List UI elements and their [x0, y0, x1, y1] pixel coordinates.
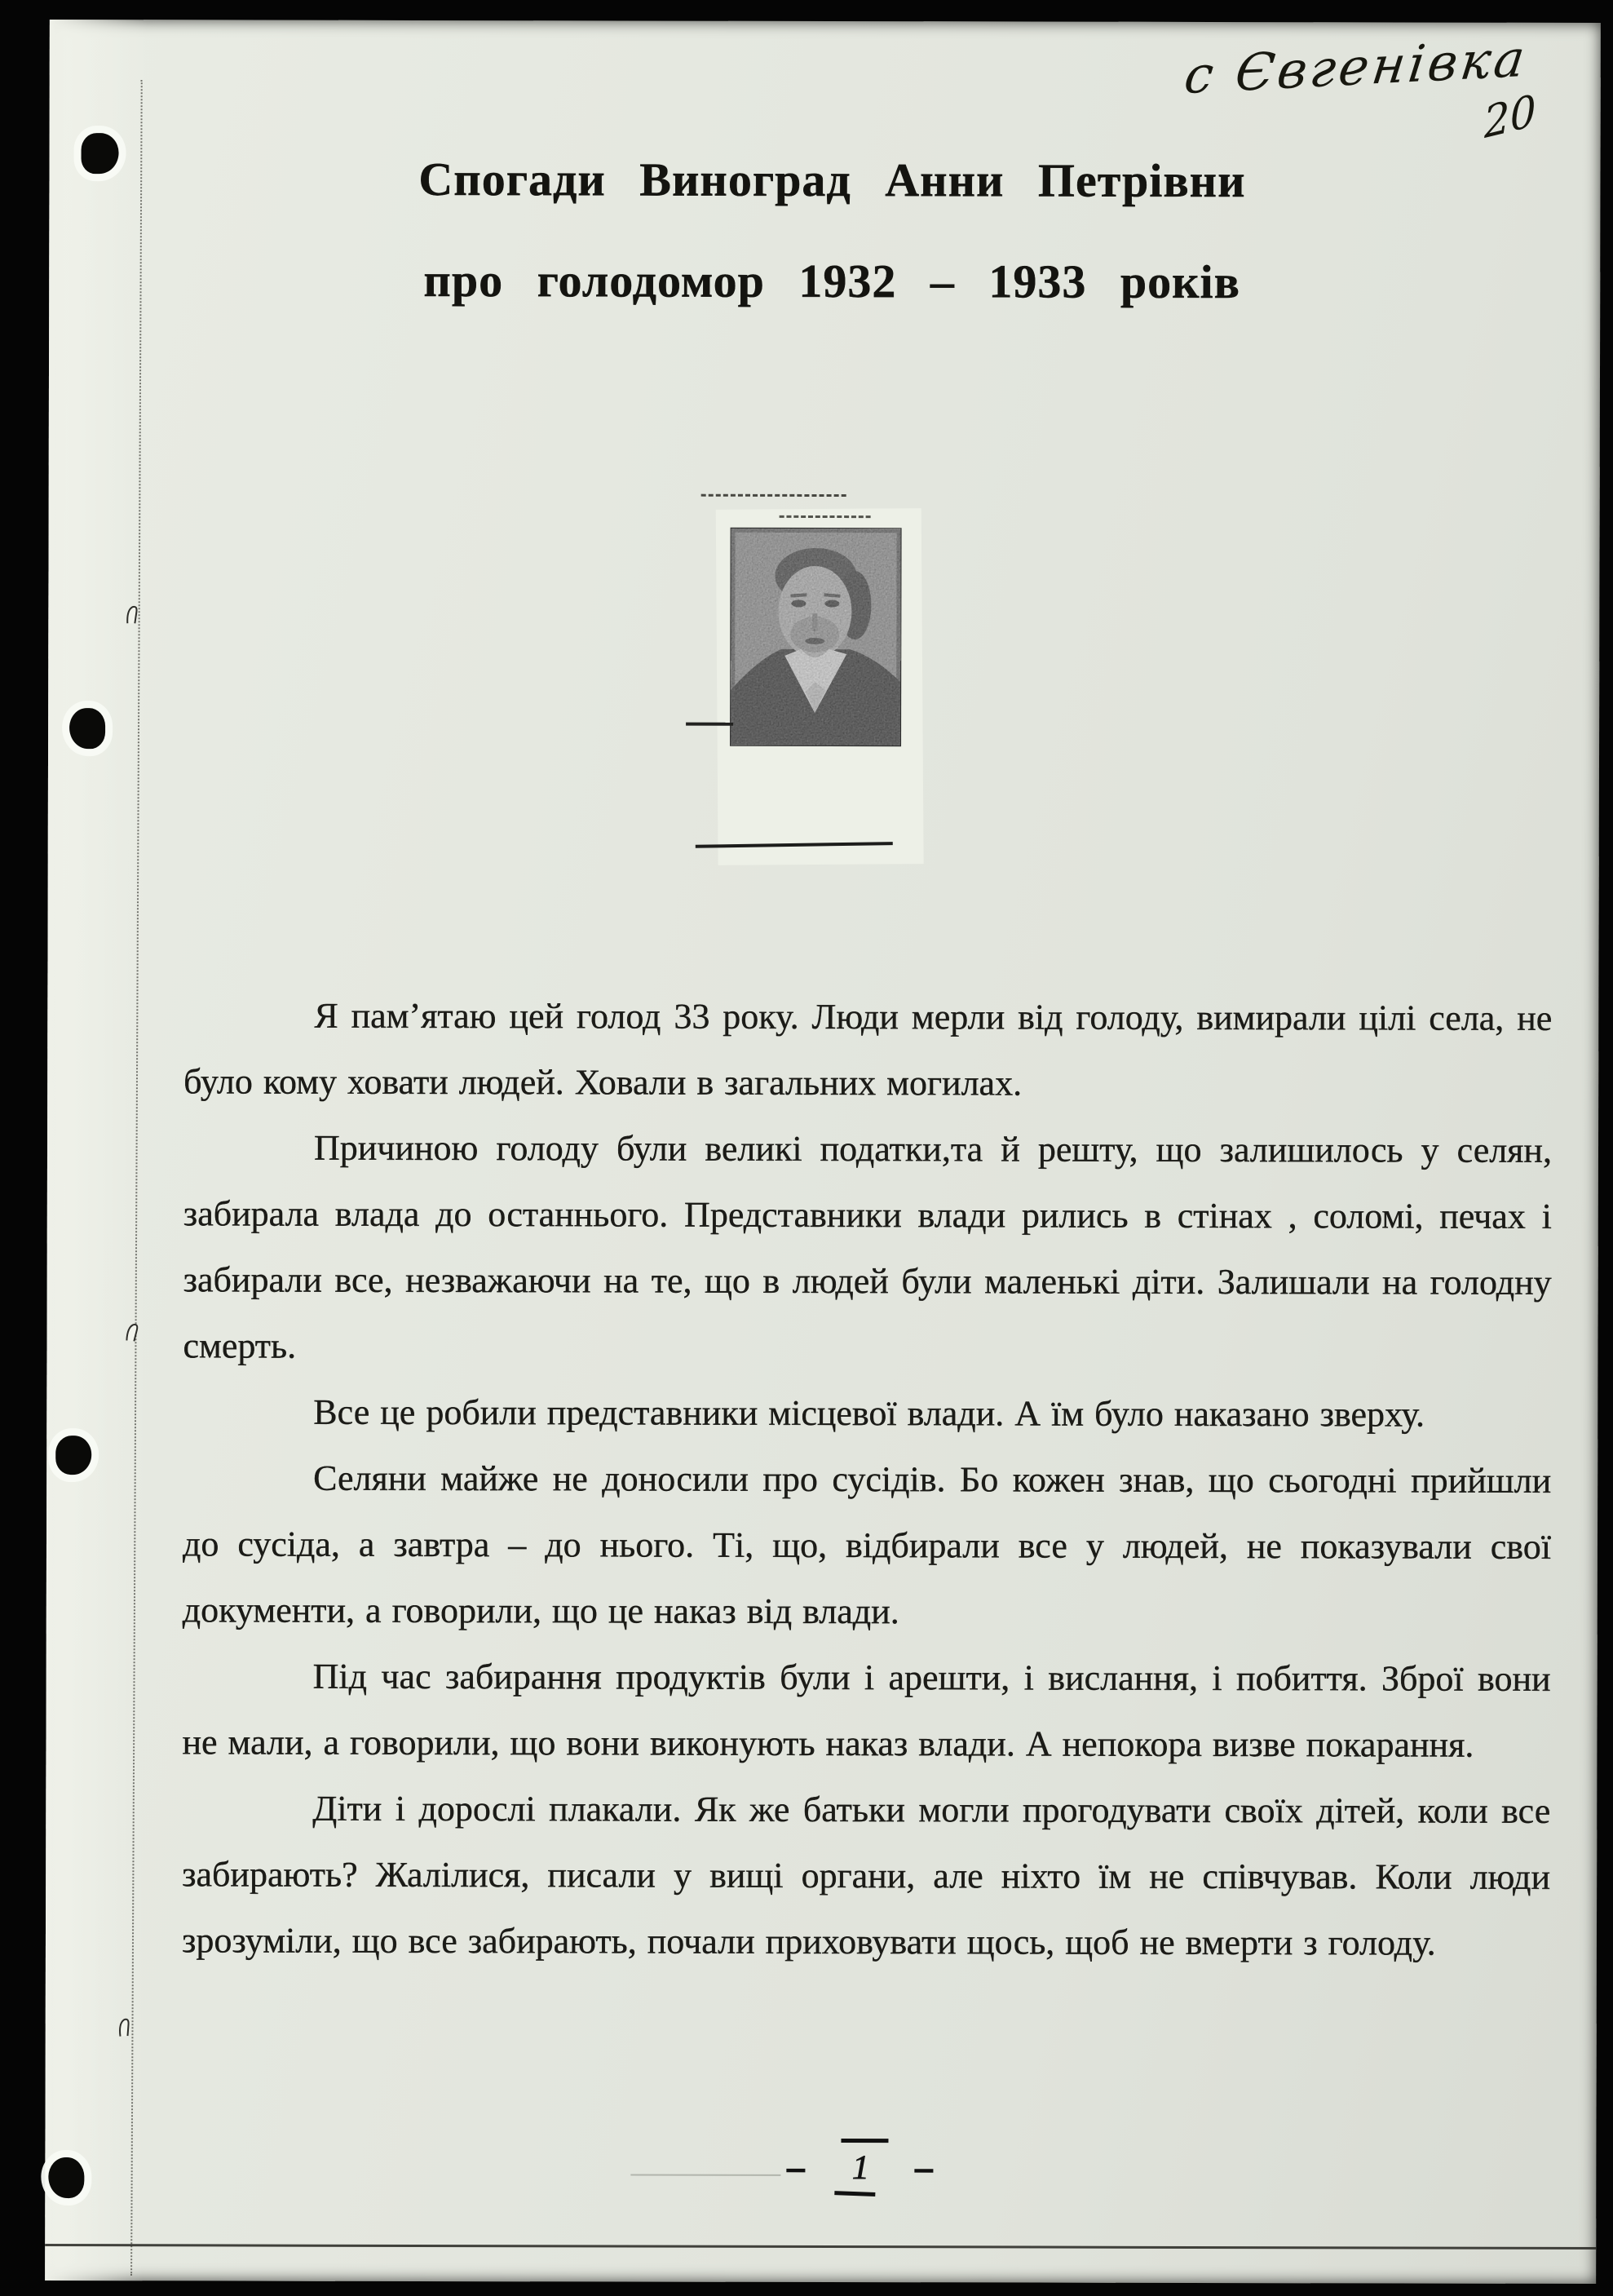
copy-artifact-line: [701, 494, 846, 497]
punch-hole: [82, 133, 119, 174]
punch-hole: [48, 2157, 84, 2198]
handwritten-page-mark: 20: [1483, 86, 1537, 149]
paragraph: Причиною голоду були великі податки,та й решту, що залишилось у селян, забирала влада до останнього. Представники влади рились в стінах , соломі, печах і забирали все, незважаючи на те, що в людей були маленькі діти. Залишали на голодну смерть.: [183, 1127, 1553, 1366]
punch-hole: [55, 1436, 91, 1475]
copy-artifact-line: [780, 515, 871, 518]
page-number-dash: –: [787, 2148, 806, 2187]
paragraph: Діти і дорослі плакали. Як же батьки могли прогодувати своїх дітей, коли все забирають? Жалілися, писали у вищі органи, але ніхто їм не співчував. Коли люди зрозуміли, що все забирають, почали приховувати щось, щоб не вмерти з голоду.: [181, 1788, 1551, 1963]
page-number-dash: –: [915, 2149, 935, 2188]
page-number-value: 1: [851, 2149, 869, 2188]
page-number: [616, 2148, 1105, 2188]
paragraph: Під час забирання продуктів були і арешти, і вислання, і побиття. Зброї вони не мали, а говорили, що вони виконують наказ влади. А непокора визве покарання.: [182, 1656, 1551, 1765]
page-bottom-fold-line: [45, 2244, 1596, 2250]
copy-artifact-line: [686, 723, 733, 726]
document-title-line1: Спогади Виноград Анни Петрівни: [418, 152, 1246, 208]
paragraph: Я пам’ятаю цей голод 33 року. Люди мерли від голоду, вимирали цілі села, не було кому ховати людей. Ховали в загальних могилах.: [183, 995, 1553, 1104]
paragraph: Все це робили представники місцевої влади. А їм було наказано зверху.: [313, 1391, 1425, 1435]
stitch-mark-icon: [124, 1321, 143, 1343]
stitch-mark-icon: [125, 604, 141, 625]
document-title-line2: про голодомор 1932 – 1933 років: [423, 253, 1241, 309]
punch-hole: [69, 708, 105, 749]
fold-line: [130, 80, 143, 2276]
document-page: [45, 20, 1601, 2284]
paragraph: Селяни майже не доносили про сусідів. Бо кожен знав, що сьогодні прийшли до сусіда, а завтра – до нього. Ті, що, відбирали все у людей, не показували свої документи, а говорили, що це наказ від влади.: [182, 1458, 1552, 1632]
handwritten-village-note: с Євгенівка: [1181, 28, 1531, 106]
memoir-text: [182, 982, 1553, 1976]
stitch-mark-icon: [117, 2016, 135, 2038]
portrait-photo: [731, 529, 901, 745]
